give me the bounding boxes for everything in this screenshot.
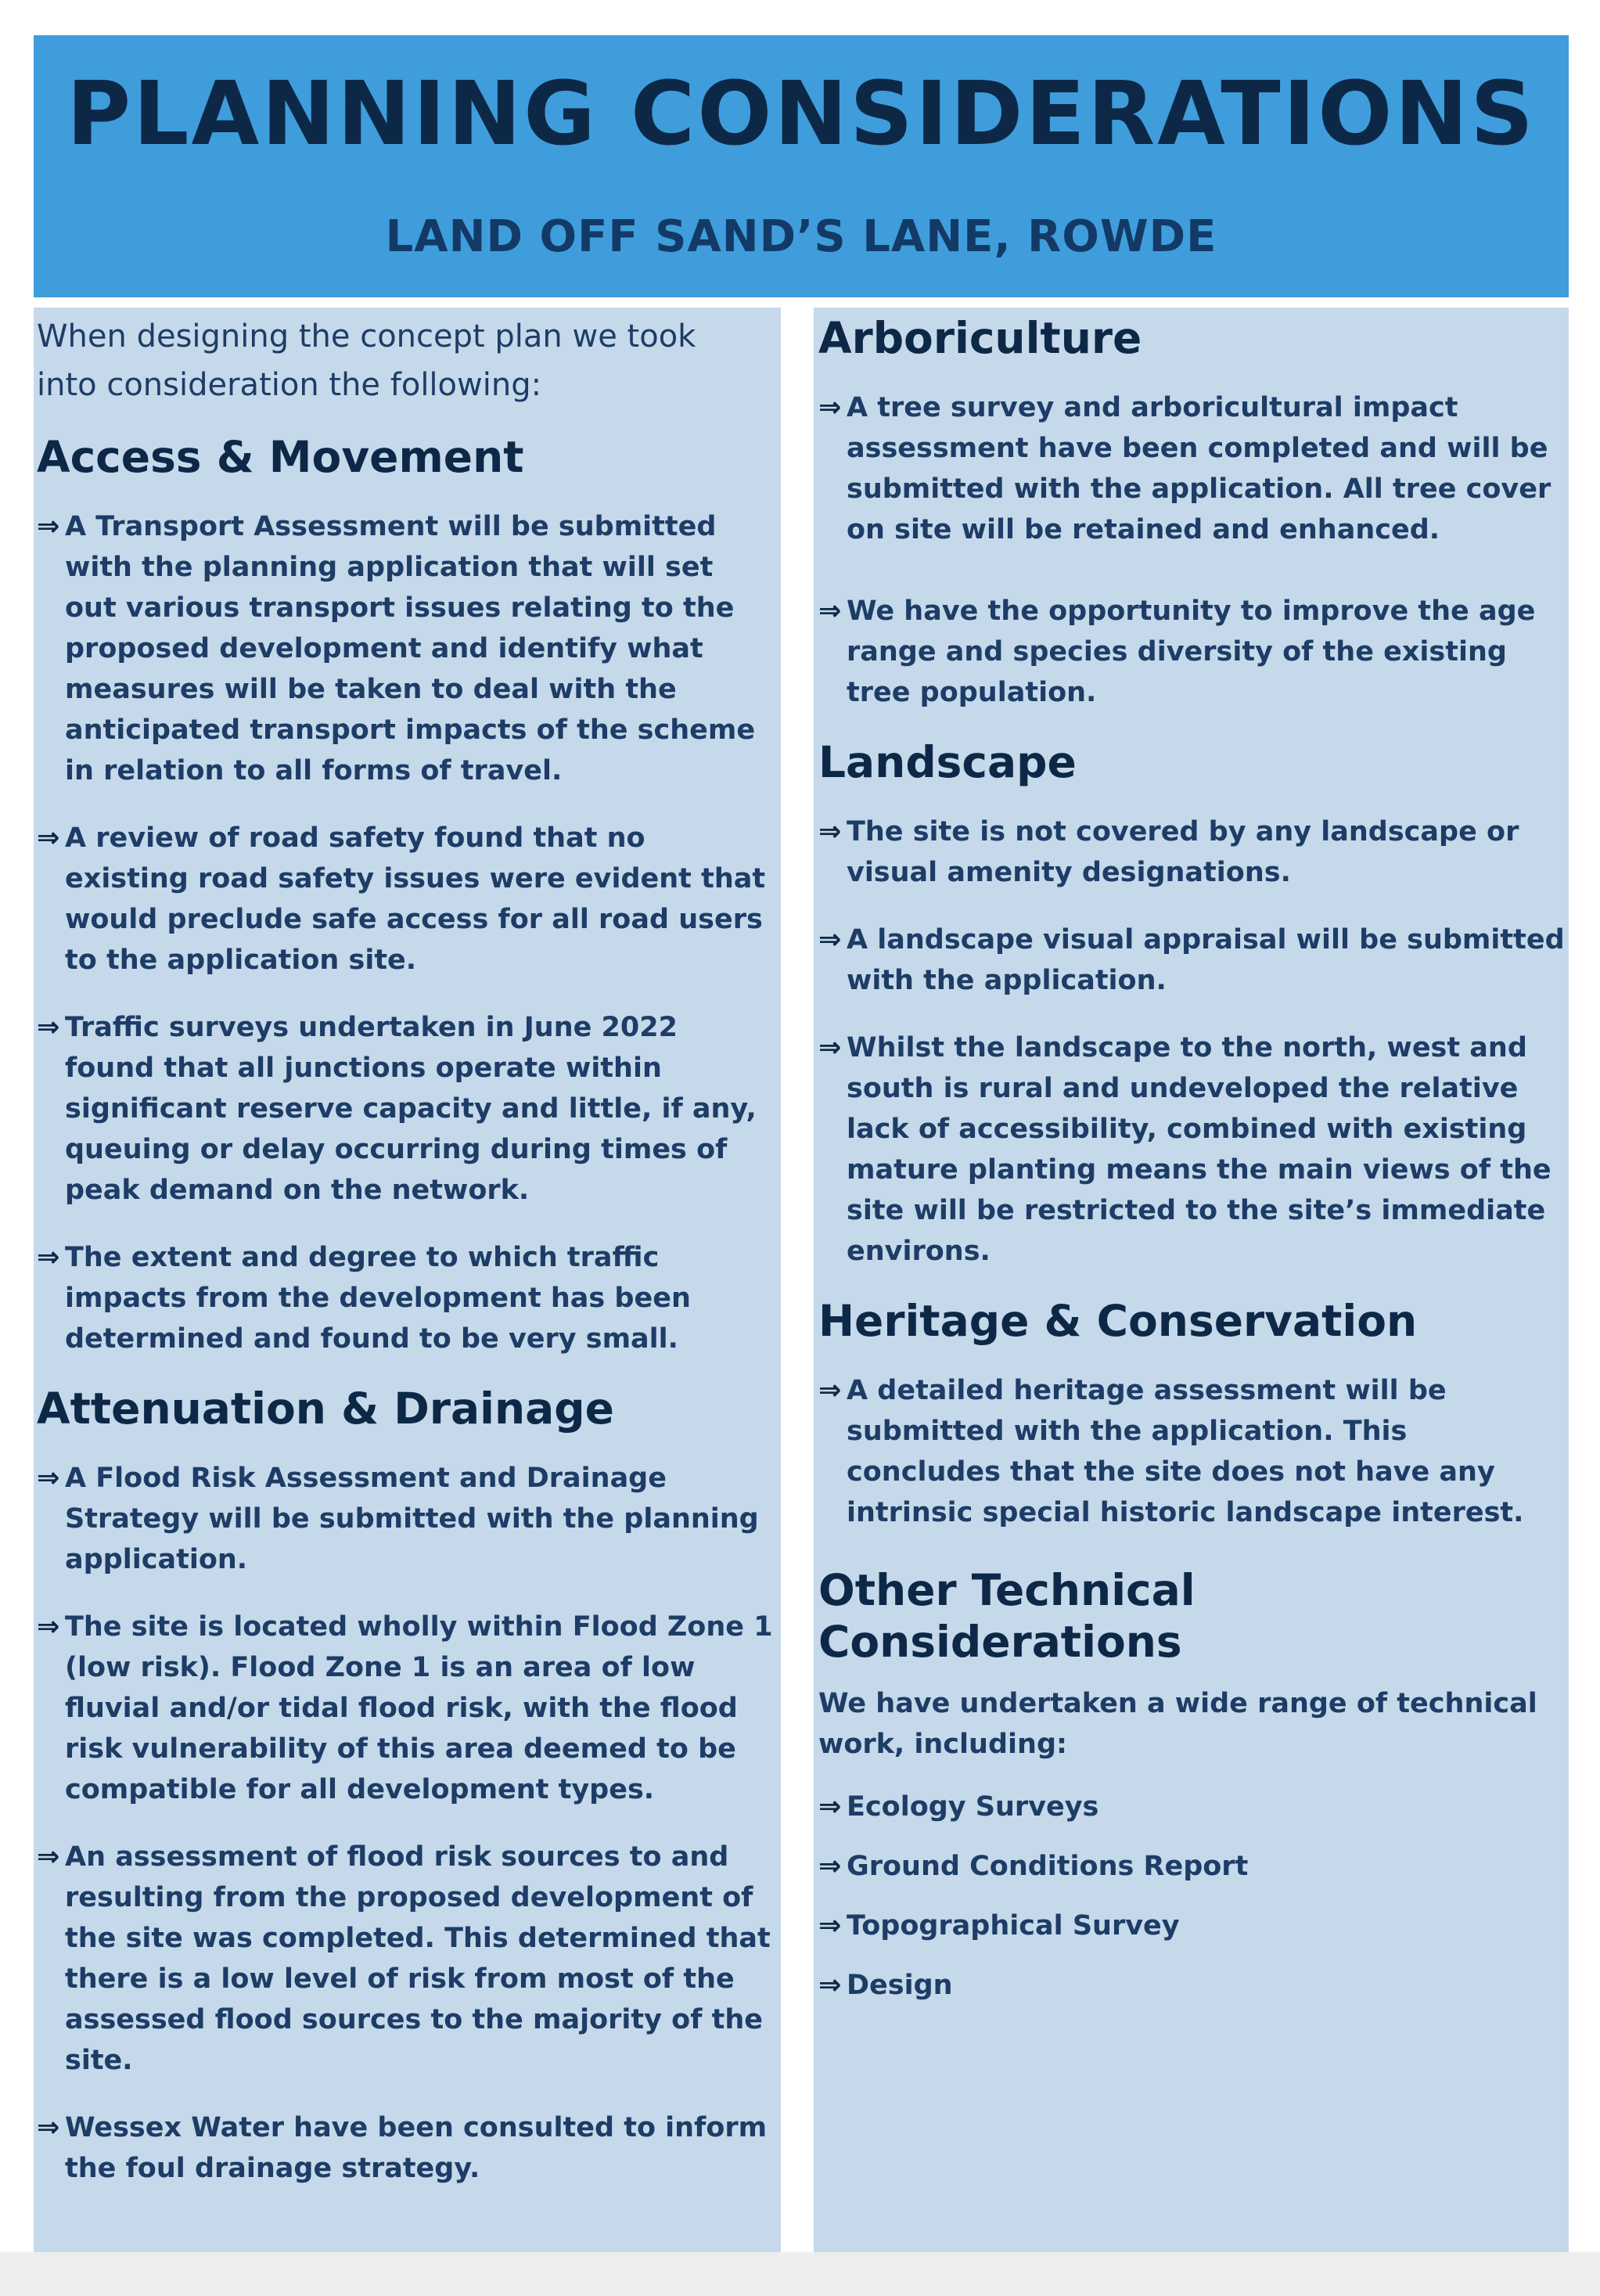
access-item-3: ⇒ Traffic surveys undertaken in June 2022 found that all junctions operate within significant reserve capacity and little, if any, queuing or delay occurring during times of peak demand on the network. xyxy=(37,1007,773,1211)
heritage-item-1: ⇒ A detailed heritage assessment will be submitted with the application. This concludes that the site does not have any intrinsic special historic landscape interest. xyxy=(818,1370,1566,1533)
arbor-item-2: ⇒ We have the opportunity to improve the age range and species diversity of the existing tree population. xyxy=(818,591,1566,713)
arrow-icon: ⇒ xyxy=(818,392,842,423)
arrow-icon: ⇒ xyxy=(818,1851,842,1882)
arrow-icon: ⇒ xyxy=(818,1791,842,1823)
arrow-icon: ⇒ xyxy=(818,1375,842,1406)
section-title-drainage: Attenuation & Drainage xyxy=(37,1384,614,1434)
arrow-icon: ⇒ xyxy=(37,2112,60,2143)
page-subtitle: LAND OFF SAND’S LANE, ROWDE xyxy=(385,211,1217,262)
other-item-3: ⇒ Topographical Survey xyxy=(818,1906,1566,1946)
arrow-icon: ⇒ xyxy=(818,596,842,627)
intro-text: When designing the concept plan we took into consideration the following: xyxy=(37,318,696,403)
other-item-1: ⇒ Ecology Surveys xyxy=(818,1787,1566,1827)
landscape-item-2: ⇒ A landscape visual appraisal will be submitted with the application. xyxy=(818,919,1566,1001)
access-item-2: ⇒ A review of road safety found that no existing road safety issues were evident that would preclude safe access for all road users to the application site. xyxy=(37,818,773,981)
arrow-icon: ⇒ xyxy=(37,1242,60,1273)
arrow-icon: ⇒ xyxy=(37,822,60,854)
arrow-icon: ⇒ xyxy=(37,511,60,542)
section-title-access: Access & Movement xyxy=(37,432,524,482)
arrow-icon: ⇒ xyxy=(818,924,842,955)
arrow-icon: ⇒ xyxy=(37,1611,60,1643)
arrow-icon: ⇒ xyxy=(818,1910,842,1942)
header-banner xyxy=(34,35,1569,297)
arrow-icon: ⇒ xyxy=(37,1012,60,1043)
section-title-heritage: Heritage & Conservation xyxy=(818,1296,1418,1346)
right-column xyxy=(814,308,1569,2252)
drainage-item-2: ⇒ The site is located wholly within Flood Zone 1 (low risk). Flood Zone 1 is an area of low fluvial and/or tidal flood risk, with the flood risk vulnerability of this area deemed to be compatible for all development types. xyxy=(37,1607,773,1810)
section-title-arboriculture: Arboriculture xyxy=(818,313,1142,363)
other-item-2: ⇒ Ground Conditions Report xyxy=(818,1846,1566,1887)
landscape-item-1: ⇒ The site is not covered by any landscape or visual amenity designations. xyxy=(818,812,1566,893)
left-column xyxy=(34,308,781,2252)
arrow-icon: ⇒ xyxy=(818,816,842,848)
page-title: PLANNING CONSIDERATIONS xyxy=(67,63,1536,165)
drainage-item-1: ⇒ A Flood Risk Assessment and Drainage Strategy will be submitted with the planning application. xyxy=(37,1458,773,1580)
arrow-icon: ⇒ xyxy=(37,1463,60,1494)
drainage-item-3: ⇒ An assessment of flood risk sources to and resulting from the proposed development of the site was completed. This determined that there is a low level of risk from most of the assessed flood sources to the majority of the site. xyxy=(37,1837,773,2081)
section-title-other: Other Technical Considerations xyxy=(818,1565,1196,1667)
arbor-item-1: ⇒ A tree survey and arboricultural impact assessment have been completed and will be submitted with the application. All tree cover on site will be retained and enhanced. xyxy=(818,387,1566,550)
arrow-icon: ⇒ xyxy=(818,1970,842,2001)
landscape-item-3: ⇒ Whilst the landscape to the north, west and south is rural and undeveloped the relative lack of accessibility, combined with existing mature planting means the main views of the site will be restricted to the site’s immediate environs. xyxy=(818,1027,1566,1272)
other-item-4: ⇒ Design xyxy=(818,1965,1566,2006)
other-intro: We have undertaken a wide range of technical work, including: xyxy=(818,1688,1537,1760)
section-title-landscape: Landscape xyxy=(818,737,1077,787)
bottom-bar xyxy=(0,2252,1600,2296)
access-item-4: ⇒ The extent and degree to which traffic impacts from the development has been determined and found to be very small. xyxy=(37,1237,773,1359)
drainage-item-4: ⇒ Wessex Water have been consulted to inform the foul drainage strategy. xyxy=(37,2107,773,2189)
access-item-1: ⇒ A Transport Assessment will be submitted with the planning application that will set out various transport issues relating to the proposed development and identify what measures will be taken to deal with the anticipated transport impacts of the scheme in relation to all forms of travel. xyxy=(37,506,773,791)
arrow-icon: ⇒ xyxy=(37,1841,60,1873)
arrow-icon: ⇒ xyxy=(818,1032,842,1063)
